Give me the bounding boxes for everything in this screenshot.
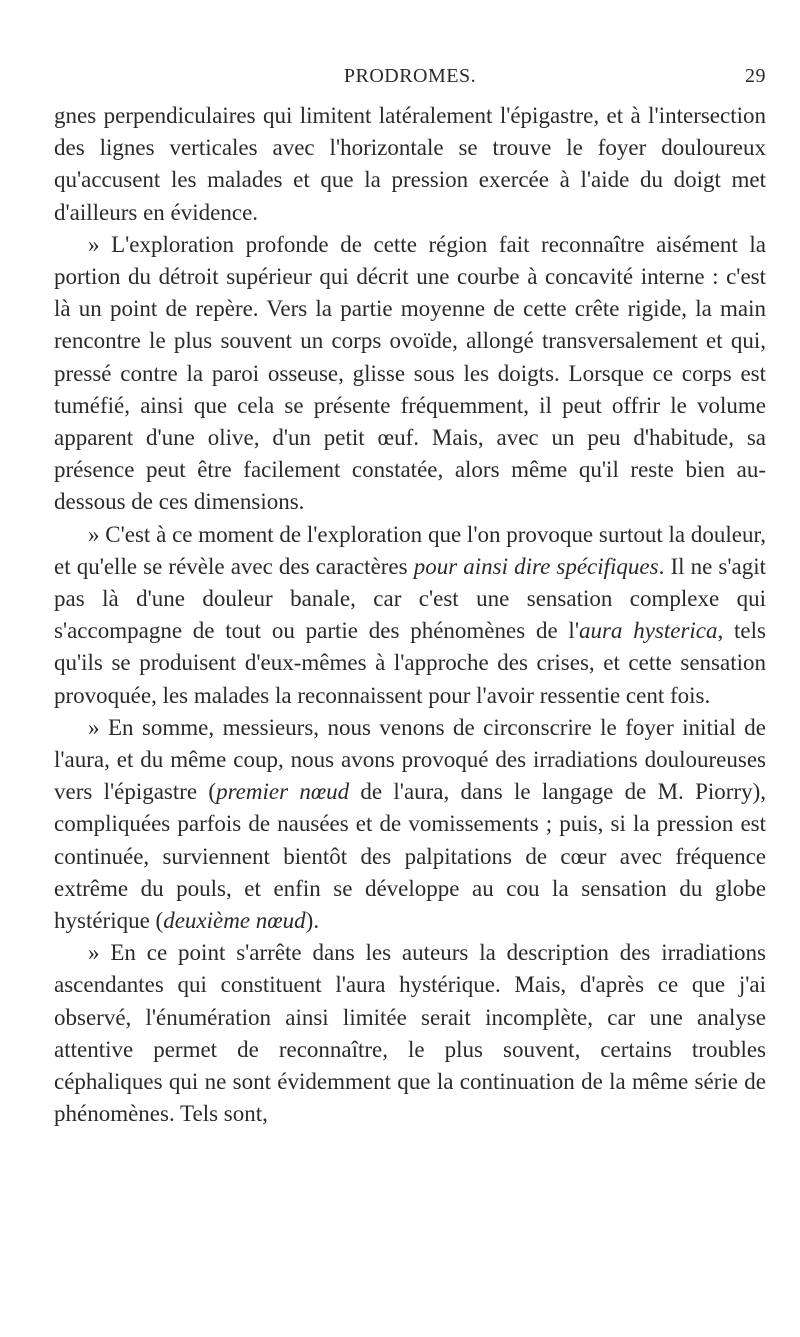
italic-text-segment: deuxième nœud: [163, 908, 306, 934]
italic-text-segment: pour ainsi dire spécifiques: [413, 553, 659, 579]
paragraph: [54, 229, 766, 519]
paragraph: [54, 100, 766, 229]
paragraph: [54, 937, 766, 1130]
text-segment: gnes perpendiculaires qui limitent latéralement l'épigastre, et à l'intersection des lignes verticales avec l'horizontale se trouve le foyer douloureux qu'accusent les malades et que la pression exercée à l'aide du doigt met d'ailleurs en évidence.: [54, 103, 766, 225]
text-segment: ).: [305, 908, 320, 934]
paragraph: [54, 712, 766, 937]
text-segment: » C'est à ce moment de l'exploration que l'on provoque surtout la douleur, et qu'elle se révèle avec des caractères: [54, 521, 766, 579]
italic-text-segment: premier nœud: [216, 779, 350, 805]
running-header: [54, 64, 766, 88]
text-segment: . Il ne s'agit pas là d'une douleur banale, car c'est une sensation complexe qui s'accompagne de tout ou partie des phénomènes de l': [54, 553, 766, 644]
text-segment: de l'aura, dans le langage de M. Piorry), compliquées parfois de nausées et de vomissements ; puis, si la pression est continuée, surviennent bientôt des palpitations de cœur avec fréquence extrême du pouls, et enfin se développe au cou la sensation du globe hystérique (: [54, 779, 766, 934]
paragraph: [54, 519, 766, 712]
text-segment: , tels qu'ils se produisent d'eux-mêmes à l'approche des crises, et cette sensation provoquée, les malades la reconnaissent pour l'avoir ressentie cent fois.: [54, 618, 766, 708]
italic-text-segment: aura hysterica: [578, 618, 718, 644]
running-title: PRODROMES.: [343, 65, 477, 87]
text-segment: » En somme, messieurs, nous venons de circonscrire le foyer initial de l'aura, et du même coup, nous avons provoqué des irradiations douloureuses vers l'épigastre (: [54, 714, 766, 805]
text-segment: » En ce point s'arrête dans les auteurs la description des irradiations ascendantes qui constituent l'aura hystérique. Mais, d'après ce que j'ai observé, l'énumération ainsi limitée serait incomplète, car une analyse attentive permet de reconnaître, le plus souvent, certains troubles céphaliques qui ne sont évidemment que la continuation de la même série de phénomènes. Tels sont,: [54, 940, 766, 1127]
text-segment: » L'exploration profonde de cette région fait reconnaître aisément la portion du détroit supérieur qui décrit une courbe à concavité interne : c'est là un point de repère. Vers la partie moyenne de cette crête rigide, la main rencontre le plus souvent un corps ovoïde, allongé transversalement et qui, pressé contre la paroi osseuse, glisse sous les doigts. Lorsque ce corps est tuméfié, ainsi que cela se présente fréquemment, il peut offrir le volume apparent d'une olive, d'un petit œuf. Mais, avec un peu d'habitude, sa présence peut être facilement constatée, alors même qu'il reste bien au-dessous de ces dimensions.: [54, 231, 766, 515]
page-number: 29: [745, 65, 766, 87]
body-text: [54, 100, 766, 1131]
